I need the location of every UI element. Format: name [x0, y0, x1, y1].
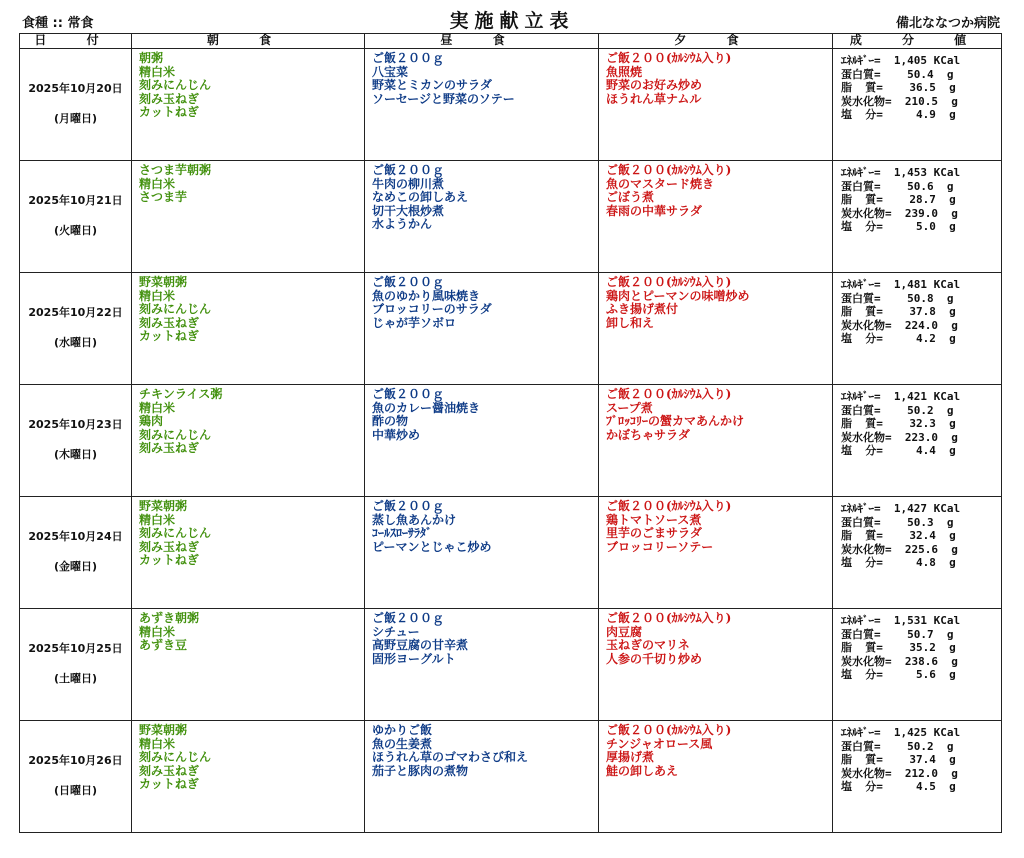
date-label: 2025年10月25日 [28, 642, 123, 655]
nutrition-value: 蛋白質= 50.3 g [841, 515, 954, 529]
meal-type-label: 食種 :: 常食 [22, 16, 94, 31]
dinner-item: 厚揚げ煮 [606, 750, 655, 765]
nutrition-cell [833, 385, 1002, 497]
nutrition-value: 脂 質= 28.7 g [841, 193, 956, 207]
breakfast-item: 精白米 [139, 176, 176, 191]
nutrition-value: 塩 分= 5.0 g [841, 220, 956, 234]
nutrition-value: 塩 分= 4.8 g [841, 556, 956, 570]
breakfast-item: カットねぎ [139, 777, 199, 792]
nutrition-list [833, 49, 1001, 122]
lunch-item: なめこの卸しあえ [372, 190, 469, 205]
nutrition-value: 蛋白質= 50.2 g [841, 739, 954, 753]
lunch-item: じゃが芋ソボロ [372, 315, 457, 330]
date-label: 2025年10月21日 [28, 194, 123, 207]
dinner-list [599, 385, 832, 442]
weekday-label: (土曜日) [53, 672, 98, 685]
nutrition-value: 脂 質= 32.4 g [841, 529, 956, 543]
lunch-item: 固形ヨーグルト [372, 651, 456, 666]
table-row [20, 49, 1002, 161]
lunch-item: 魚の生姜煮 [372, 736, 433, 751]
nutrition-value: 塩 分= 4.4 g [841, 444, 956, 458]
dinner-cell [599, 721, 833, 833]
lunch-item: 蒸し魚あんかけ [372, 512, 457, 527]
breakfast-list [132, 49, 364, 120]
dinner-cell [599, 49, 833, 161]
breakfast-list [132, 721, 364, 792]
dinner-item: ご飯２００(ｶﾙｼｳﾑ入り) [606, 275, 732, 289]
breakfast-cell [132, 385, 365, 497]
weekday-label: (日曜日) [53, 784, 98, 797]
date-label: 2025年10月22日 [28, 306, 123, 319]
breakfast-item: 精白米 [139, 288, 176, 303]
table-row [20, 721, 1002, 833]
column-header-lunch: 昼 食 [365, 34, 599, 49]
lunch-item: ご飯２００ｇ [372, 387, 445, 401]
weekday-label: (水曜日) [53, 336, 98, 349]
breakfast-item: 朝粥 [139, 51, 164, 65]
lunch-list [365, 273, 598, 330]
column-header-breakfast: 朝 食 [132, 34, 365, 49]
nutrition-value: 蛋白質= 50.4 g [841, 67, 954, 81]
nutrition-value: 炭水化物= 224.0 g [841, 318, 958, 332]
dinner-item: チンジャオロース風 [606, 736, 713, 751]
breakfast-item: 鶏肉 [139, 414, 164, 429]
nutrition-value: ｴﾈﾙｷﾞｰ= 1,481 KCal [841, 278, 961, 291]
nutrition-value: ｴﾈﾙｷﾞｰ= 1,405 KCal [841, 54, 961, 67]
lunch-item: ピーマンとじゃこ炒め [372, 539, 492, 554]
breakfast-item: 野菜朝粥 [139, 723, 188, 737]
nutrition-value: 炭水化物= 212.0 g [841, 766, 958, 780]
lunch-item: 八宝菜 [372, 64, 409, 79]
breakfast-cell [132, 49, 365, 161]
dinner-list [599, 609, 832, 666]
lunch-cell [365, 49, 599, 161]
menu-table [19, 33, 1002, 833]
dinner-item: ﾌﾞﾛｯｺﾘｰの蟹カマあんかけ [606, 414, 745, 429]
lunch-item: ゆかりご飯 [372, 723, 433, 737]
breakfast-item: 精白米 [139, 64, 176, 79]
nutrition-value: 炭水化物= 210.5 g [841, 94, 958, 108]
dinner-item: ご飯２００(ｶﾙｼｳﾑ入り) [606, 611, 732, 625]
nutrition-cell [833, 161, 1002, 273]
breakfast-item: チキンライス粥 [139, 387, 223, 401]
breakfast-item: さつま芋 [139, 190, 188, 205]
dinner-item: 人参の千切り炒め [606, 651, 703, 666]
nutrition-cell [833, 497, 1002, 609]
lunch-item: 魚のカレー醤油焼き [372, 400, 481, 415]
breakfast-item: 刻み玉ねぎ [139, 539, 200, 554]
breakfast-item: 刻みにんじん [139, 526, 212, 541]
breakfast-item: さつま芋朝粥 [139, 163, 212, 177]
dinner-item: 鶏トマトソース煮 [606, 512, 702, 527]
page-title: 実施献立表 [449, 10, 575, 32]
nutrition-list [833, 161, 1001, 234]
dinner-item: 肉豆腐 [606, 624, 643, 639]
nutrition-value: 塩 分= 4.9 g [841, 108, 956, 122]
date-label: 2025年10月26日 [28, 754, 123, 767]
dinner-cell [599, 609, 833, 721]
nutrition-value: ｴﾈﾙｷﾞｰ= 1,427 KCal [841, 502, 961, 515]
breakfast-cell [132, 497, 365, 609]
lunch-item: 切干大根炒煮 [372, 203, 445, 218]
nutrition-cell [833, 609, 1002, 721]
nutrition-value: ｴﾈﾙｷﾞｰ= 1,421 KCal [841, 390, 961, 403]
dinner-cell [599, 161, 833, 273]
dinner-item: ご飯２００(ｶﾙｼｳﾑ入り) [606, 51, 732, 65]
nutrition-value: 脂 質= 35.2 g [841, 641, 956, 655]
lunch-item: ソーセージと野菜のソテー [372, 91, 515, 106]
lunch-item: ほうれん草のゴマわさび和え [372, 750, 529, 765]
nutrition-value: 炭水化物= 225.6 g [841, 542, 958, 556]
breakfast-item: 刻みにんじん [139, 427, 212, 442]
nutrition-value: ｴﾈﾙｷﾞｰ= 1,453 KCal [841, 166, 961, 179]
breakfast-item: 精白米 [139, 736, 176, 751]
breakfast-item: カットねぎ [139, 329, 199, 344]
dinner-item: ご飯２００(ｶﾙｼｳﾑ入り) [606, 163, 732, 177]
date-label: 2025年10月20日 [28, 82, 123, 95]
weekday-label: (金曜日) [53, 560, 98, 573]
lunch-item: 酢の物 [372, 414, 409, 429]
date-label: 2025年10月23日 [28, 418, 123, 431]
dinner-item: かぼちゃサラダ [606, 427, 690, 442]
dinner-list [599, 497, 832, 554]
nutrition-cell [833, 49, 1002, 161]
nutrition-list [833, 721, 1001, 794]
breakfast-item: 刻み玉ねぎ [139, 441, 200, 456]
breakfast-item: 刻みにんじん [139, 302, 212, 317]
breakfast-item: 精白米 [139, 512, 176, 527]
nutrition-value: 蛋白質= 50.6 g [841, 179, 954, 193]
table-row [20, 609, 1002, 721]
nutrition-cell [833, 721, 1002, 833]
lunch-item: ｺｰﾙｽﾛｰｻﾗﾀﾞ [372, 526, 433, 541]
breakfast-item: 精白米 [139, 400, 176, 415]
nutrition-value: 蛋白質= 50.2 g [841, 403, 954, 417]
breakfast-cell [132, 161, 365, 273]
dinner-item: 春雨の中華サラダ [606, 203, 702, 218]
column-header-date: 日 付 [20, 34, 132, 49]
breakfast-item: 刻み玉ねぎ [139, 763, 200, 778]
dinner-list [599, 49, 832, 106]
nutrition-value: 炭水化物= 223.0 g [841, 430, 958, 444]
date-cell [20, 273, 132, 385]
breakfast-item: 刻みにんじん [139, 750, 212, 765]
dinner-item: 野菜のお好み炒め [606, 78, 703, 93]
breakfast-item: 野菜朝粥 [139, 499, 188, 513]
lunch-item: 中華炒め [372, 427, 421, 442]
weekday-label: (月曜日) [53, 112, 98, 125]
dinner-item: ご飯２００(ｶﾙｼｳﾑ入り) [606, 387, 732, 401]
nutrition-value: 炭水化物= 239.0 g [841, 206, 958, 220]
lunch-item: 魚のゆかり風味焼き [372, 288, 481, 303]
header-row [20, 34, 1002, 49]
dinner-item: 玉ねぎのマリネ [606, 638, 690, 653]
lunch-list [365, 497, 598, 554]
dinner-list [599, 721, 832, 778]
breakfast-item: カットねぎ [139, 105, 199, 120]
date-cell [20, 49, 132, 161]
dinner-item: スープ煮 [606, 400, 653, 415]
breakfast-item: 刻み玉ねぎ [139, 315, 200, 330]
lunch-item: ご飯２００ｇ [372, 275, 445, 289]
table-row [20, 497, 1002, 609]
nutrition-value: 蛋白質= 50.7 g [841, 627, 954, 641]
dinner-cell [599, 385, 833, 497]
lunch-item: 牛肉の柳川煮 [372, 176, 445, 191]
breakfast-item: 刻み玉ねぎ [139, 91, 200, 106]
dinner-list [599, 161, 832, 218]
breakfast-list [132, 609, 364, 653]
nutrition-value: 塩 分= 5.6 g [841, 668, 956, 682]
dinner-cell [599, 497, 833, 609]
breakfast-item: カットねぎ [139, 553, 199, 568]
lunch-item: ブロッコリーのサラダ [372, 302, 492, 317]
nutrition-list [833, 273, 1001, 346]
lunch-item: 高野豆腐の甘辛煮 [372, 638, 469, 653]
weekday-label: (火曜日) [53, 224, 98, 237]
dinner-item: 魚のマスタード焼き [606, 176, 715, 191]
breakfast-list [132, 273, 364, 344]
dinner-item: ブロッコリーソテー [606, 539, 714, 554]
lunch-cell [365, 161, 599, 273]
nutrition-list [833, 385, 1001, 458]
table-row [20, 161, 1002, 273]
breakfast-item: あずき豆 [139, 638, 188, 653]
lunch-list [365, 161, 598, 232]
nutrition-value: 脂 質= 32.3 g [841, 417, 956, 431]
table-row [20, 385, 1002, 497]
dinner-item: 鶏肉とピーマンの味噌炒め [606, 288, 750, 303]
dinner-item: ごぼう煮 [606, 190, 655, 205]
breakfast-cell [132, 273, 365, 385]
lunch-cell [365, 497, 599, 609]
date-label: 2025年10月24日 [28, 530, 123, 543]
dinner-item: ほうれん草ナムル [606, 91, 702, 106]
nutrition-value: 脂 質= 36.5 g [841, 81, 956, 95]
lunch-item: ご飯２００ｇ [372, 163, 445, 177]
breakfast-item: あずき朝粥 [139, 611, 200, 625]
hospital-name: 備北ななつか病院 [895, 16, 1000, 31]
lunch-list [365, 609, 598, 666]
nutrition-value: 脂 質= 37.8 g [841, 305, 956, 319]
dinner-item: ご飯２００(ｶﾙｼｳﾑ入り) [606, 723, 732, 737]
column-header-nutrition: 成 分 値 [833, 34, 1002, 49]
nutrition-value: 炭水化物= 238.6 g [841, 654, 958, 668]
lunch-item: ご飯２００ｇ [372, 51, 445, 65]
lunch-cell [365, 609, 599, 721]
breakfast-list [132, 385, 364, 456]
nutrition-list [833, 497, 1001, 570]
dinner-list [599, 273, 832, 330]
lunch-list [365, 49, 598, 106]
dinner-item: 鮭の卸しあえ [606, 763, 679, 778]
dinner-cell [599, 273, 833, 385]
lunch-cell [365, 273, 599, 385]
dinner-item: 里芋のごまサラダ [606, 526, 702, 541]
date-cell [20, 161, 132, 273]
breakfast-cell [132, 609, 365, 721]
nutrition-value: ｴﾈﾙｷﾞｰ= 1,531 KCal [841, 614, 961, 627]
breakfast-list [132, 161, 364, 205]
weekday-label: (木曜日) [53, 448, 98, 461]
lunch-cell [365, 721, 599, 833]
nutrition-value: 塩 分= 4.2 g [841, 332, 956, 346]
breakfast-cell [132, 721, 365, 833]
column-header-dinner: 夕 食 [599, 34, 833, 49]
dinner-item: ご飯２００(ｶﾙｼｳﾑ入り) [606, 499, 732, 513]
date-cell [20, 497, 132, 609]
nutrition-cell [833, 273, 1002, 385]
nutrition-value: ｴﾈﾙｷﾞｰ= 1,425 KCal [841, 726, 961, 739]
dinner-item: 魚照焼 [606, 64, 643, 79]
breakfast-item: 刻みにんじん [139, 78, 212, 93]
nutrition-value: 脂 質= 37.4 g [841, 753, 956, 767]
lunch-item: 茄子と豚肉の煮物 [372, 763, 469, 778]
table-row [20, 273, 1002, 385]
date-cell [20, 721, 132, 833]
nutrition-value: 蛋白質= 50.8 g [841, 291, 954, 305]
lunch-cell [365, 385, 599, 497]
lunch-item: ご飯２００ｇ [372, 499, 445, 513]
breakfast-item: 野菜朝粥 [139, 275, 188, 289]
dinner-item: 卸し和え [606, 315, 655, 330]
lunch-item: 野菜とミカンのサラダ [372, 78, 492, 93]
breakfast-list [132, 497, 364, 568]
date-cell [20, 385, 132, 497]
nutrition-value: 塩 分= 4.5 g [841, 780, 956, 794]
lunch-item: 水ようかん [372, 217, 433, 232]
dinner-item: ふき揚げ煮付 [606, 302, 679, 317]
date-cell [20, 609, 132, 721]
nutrition-list [833, 609, 1001, 682]
lunch-item: シチュー [372, 624, 420, 639]
lunch-list [365, 721, 598, 778]
lunch-item: ご飯２００ｇ [372, 611, 445, 625]
breakfast-item: 精白米 [139, 624, 176, 639]
lunch-list [365, 385, 598, 442]
